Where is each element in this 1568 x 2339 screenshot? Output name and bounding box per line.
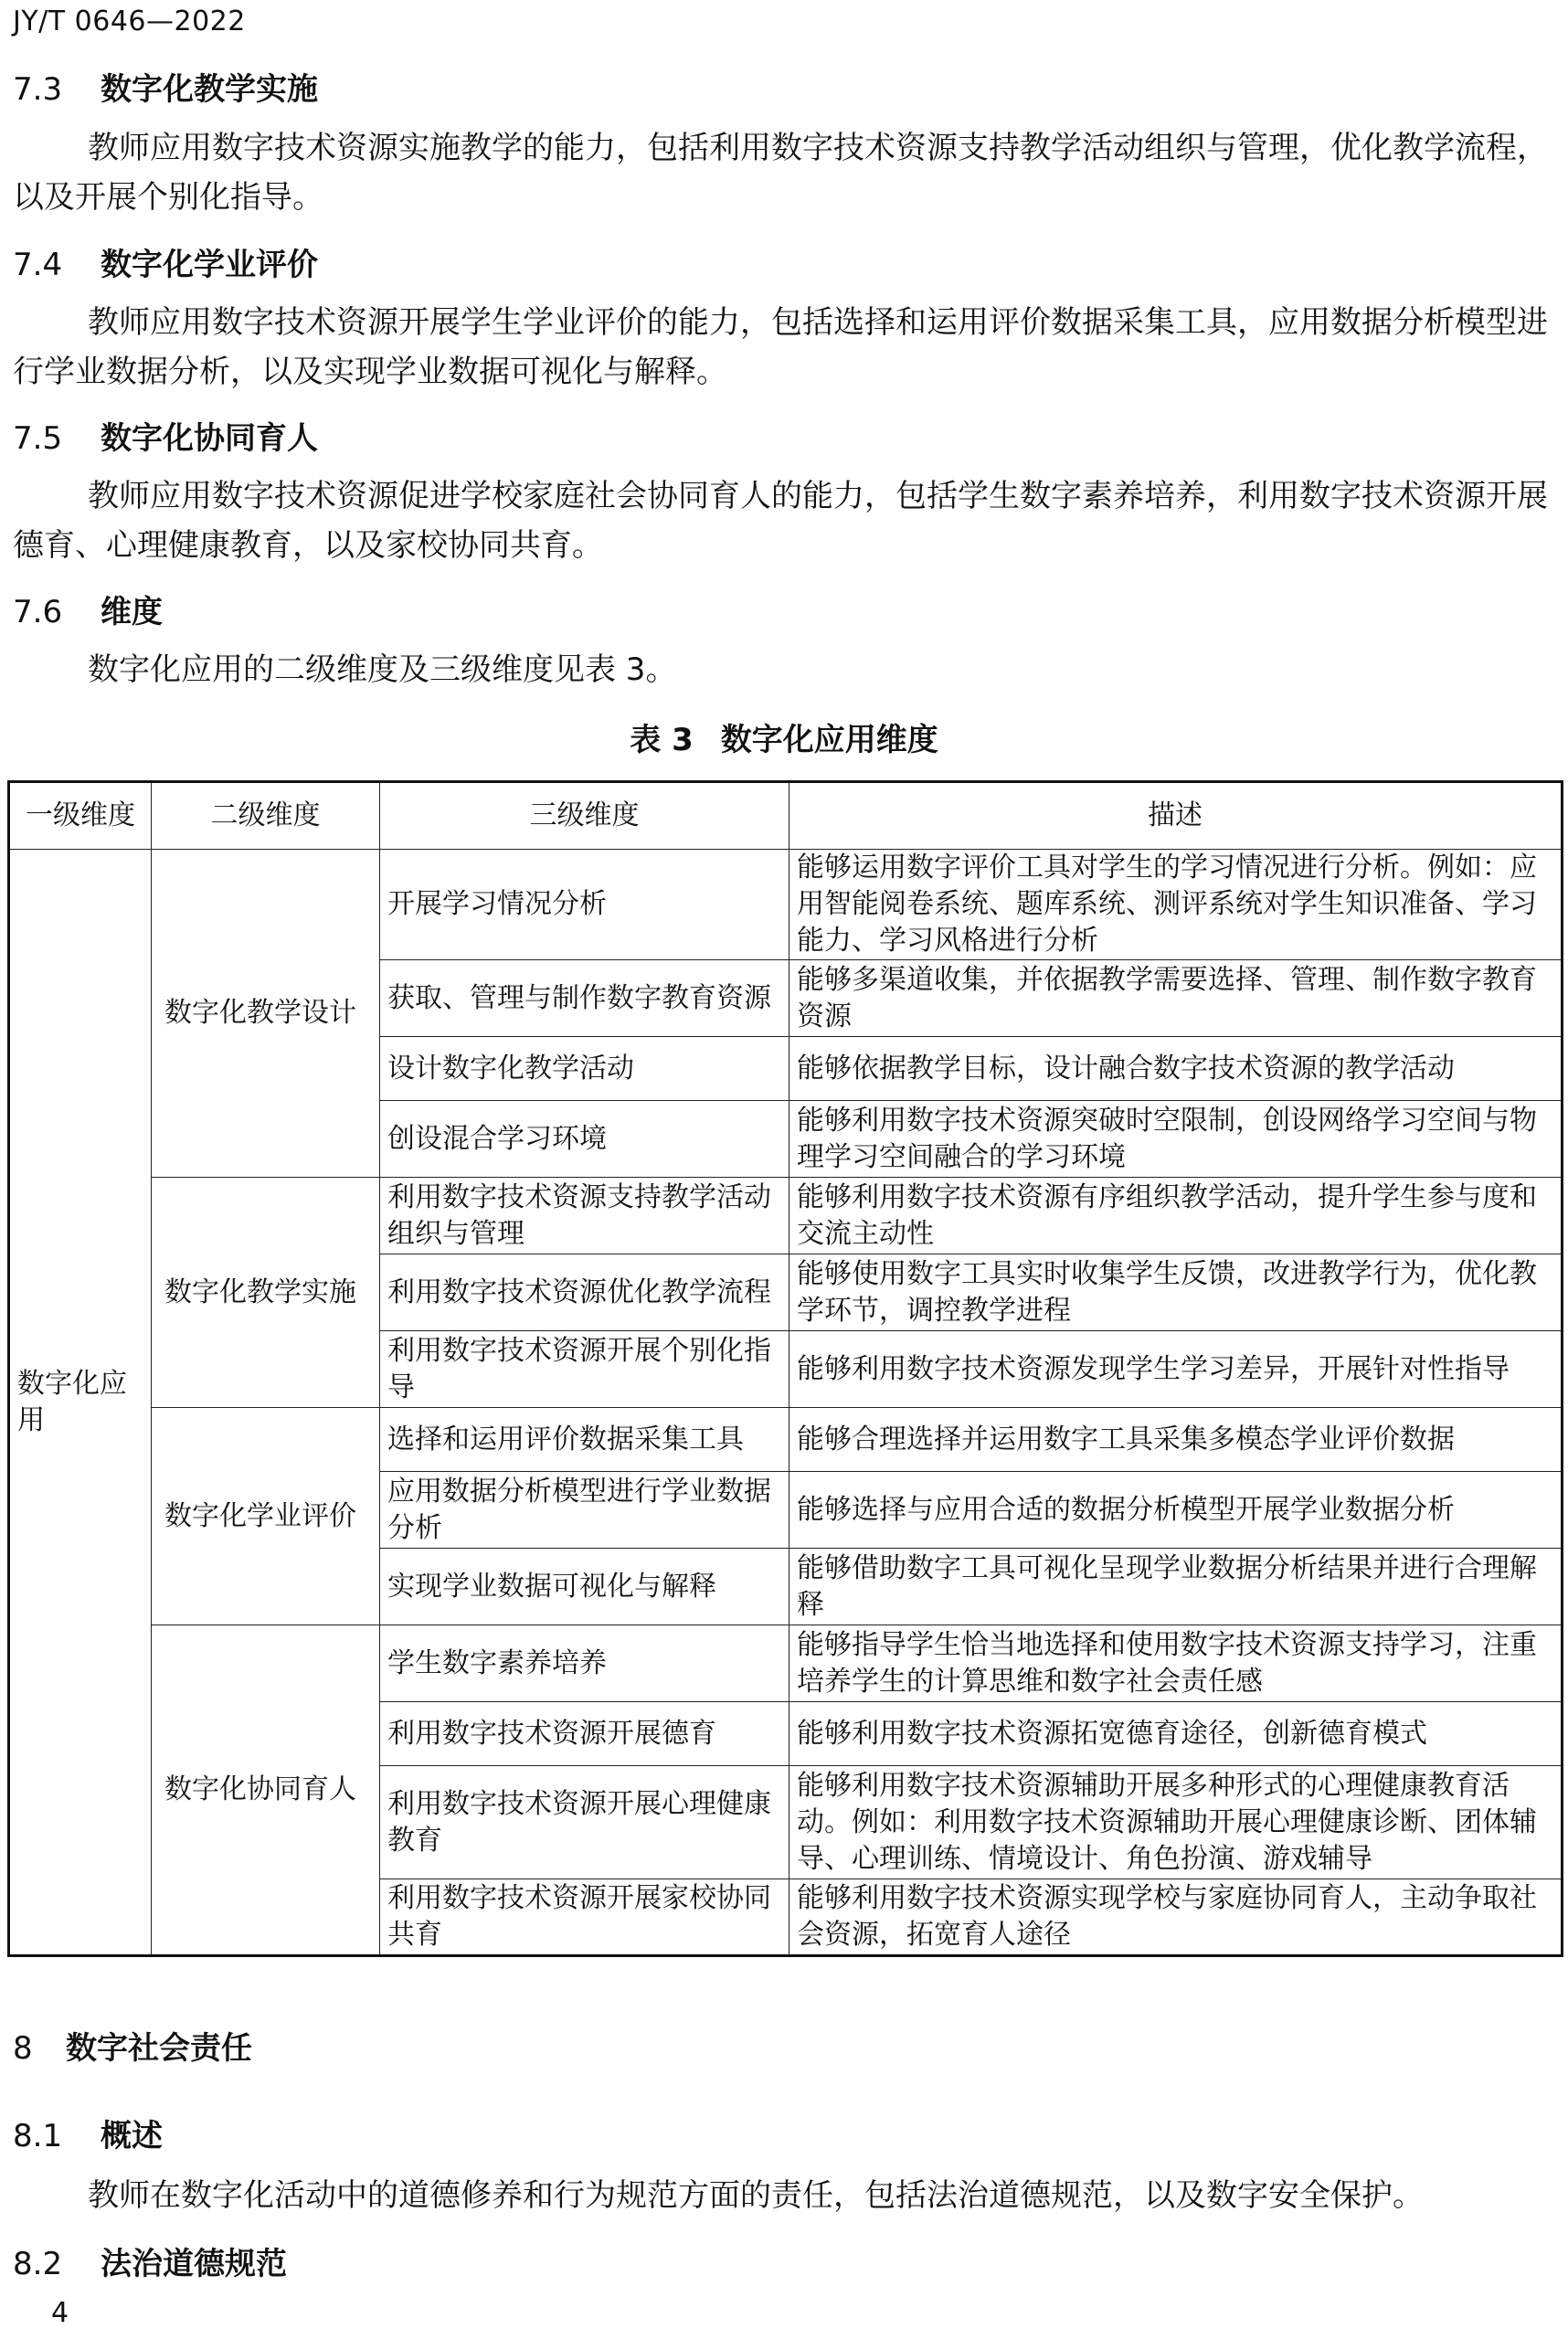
document-code: JY/T 0646—2022 — [13, 5, 246, 37]
level3-cell: 利用数字技术资源开展德育 — [380, 1702, 789, 1766]
level3-cell: 利用数字技术资源开展家校协同共育 — [380, 1879, 789, 1956]
header-level3: 三级维度 — [380, 782, 789, 850]
level3-cell: 利用数字技术资源支持教学活动组织与管理 — [380, 1178, 789, 1254]
section-heading-7-6: 7.6 维度 — [13, 594, 163, 630]
table-row — [9, 1408, 1563, 1472]
level3-cell: 利用数字技术资源开展心理健康教育 — [380, 1766, 789, 1879]
section-heading-8: 8 数字社会责任 — [13, 2030, 252, 2067]
level2-cell: 数字化教学设计 — [152, 850, 380, 1178]
section-heading-8-1: 8.1 概述 — [13, 2118, 163, 2154]
level3-cell: 利用数字技术资源开展个别化指导 — [380, 1331, 789, 1408]
description-cell: 能够运用数字评价工具对学生的学习情况进行分析。例如：应用智能阅卷系统、题库系统、测评系统对学生知识准备、学习能力、学习风格进行分析 — [789, 850, 1563, 960]
level1-cell: 数字化应用 — [9, 850, 152, 1956]
description-cell: 能够依据教学目标，设计融合数字技术资源的教学活动 — [789, 1037, 1563, 1101]
description-cell: 能够利用数字技术资源辅助开展多种形式的心理健康教育活动。例如：利用数字技术资源辅助开展心理健康诊断、团体辅导、心理训练、情境设计、角色扮演、游戏辅导 — [789, 1766, 1563, 1879]
table-row — [9, 850, 1563, 960]
section-heading-7-3: 7.3 数字化教学实施 — [13, 71, 318, 108]
header-level2: 二级维度 — [152, 782, 380, 850]
section-heading-8-2: 8.2 法治道德规范 — [13, 2246, 287, 2282]
description-cell: 能够利用数字技术资源实现学校与家庭协同育人，主动争取社会资源，拓宽育人途径 — [789, 1879, 1563, 1956]
level3-cell: 学生数字素养培养 — [380, 1625, 789, 1702]
description-cell: 能够多渠道收集，并依据教学需要选择、管理、制作数字教育资源 — [789, 960, 1563, 1037]
table-row — [9, 1178, 1563, 1254]
page-number: 4 — [51, 2297, 69, 2329]
description-cell: 能够利用数字技术资源拓宽德育途径，创新德育模式 — [789, 1702, 1563, 1766]
section-body-7-3: 教师应用数字技术资源实施教学的能力，包括利用数字技术资源支持教学活动组织与管理，优化教学流程，以及开展个别化指导。 — [13, 130, 1548, 216]
level3-cell: 应用数据分析模型进行学业数据分析 — [380, 1472, 789, 1549]
level3-cell: 设计数字化教学活动 — [380, 1037, 789, 1101]
level3-cell: 开展学习情况分析 — [380, 850, 789, 960]
level2-cell: 数字化协同育人 — [152, 1625, 380, 1956]
description-cell: 能够利用数字技术资源有序组织教学活动，提升学生参与度和交流主动性 — [789, 1178, 1563, 1254]
level3-cell: 创设混合学习环境 — [380, 1101, 789, 1178]
level3-cell: 利用数字技术资源优化教学流程 — [380, 1254, 789, 1331]
section-body-7-5: 教师应用数字技术资源促进学校家庭社会协同育人的能力，包括学生数字素养培养，利用数字技术资源开展德育、心理健康教育，以及家校协同共育。 — [13, 478, 1548, 564]
level2-cell: 数字化学业评价 — [152, 1408, 380, 1625]
description-cell: 能够使用数字工具实时收集学生反馈，改进教学行为，优化教学环节，调控教学进程 — [789, 1254, 1563, 1331]
description-cell: 能够选择与应用合适的数据分析模型开展学业数据分析 — [789, 1472, 1563, 1549]
section-heading-7-5: 7.5 数字化协同育人 — [13, 420, 318, 457]
header-level1: 一级维度 — [9, 782, 152, 850]
description-cell: 能够指导学生恰当地选择和使用数字技术资源支持学习，注重培养学生的计算思维和数字社会责任感 — [789, 1625, 1563, 1702]
dimension-table — [7, 780, 1563, 1957]
section-body-8-1: 教师在数字化活动中的道德修养和行为规范方面的责任，包括法治道德规范，以及数字安全保护。 — [88, 2177, 1424, 2214]
level3-cell: 选择和运用评价数据采集工具 — [380, 1408, 789, 1472]
level2-cell: 数字化教学实施 — [152, 1178, 380, 1408]
section-body-7-4: 教师应用数字技术资源开展学生学业评价的能力，包括选择和运用评价数据采集工具，应用数据分析模型进行学业数据分析，以及实现学业数据可视化与解释。 — [13, 304, 1548, 390]
table-caption: 表 3 数字化应用维度 — [630, 722, 938, 758]
description-cell: 能够借助数字工具可视化呈现学业数据分析结果并进行合理解释 — [789, 1549, 1563, 1625]
table-row — [9, 1625, 1563, 1702]
description-cell: 能够利用数字技术资源发现学生学习差异，开展针对性指导 — [789, 1331, 1563, 1408]
level3-cell: 获取、管理与制作数字教育资源 — [380, 960, 789, 1037]
description-cell: 能够利用数字技术资源突破时空限制，创设网络学习空间与物理学习空间融合的学习环境 — [789, 1101, 1563, 1178]
description-cell: 能够合理选择并运用数字工具采集多模态学业评价数据 — [789, 1408, 1563, 1472]
section-body-7-6: 数字化应用的二级维度及三级维度见表 3。 — [88, 651, 677, 688]
table-header-row — [9, 782, 1563, 850]
section-heading-7-4: 7.4 数字化学业评价 — [13, 247, 318, 283]
header-description: 描述 — [789, 782, 1563, 850]
level3-cell: 实现学业数据可视化与解释 — [380, 1549, 789, 1625]
